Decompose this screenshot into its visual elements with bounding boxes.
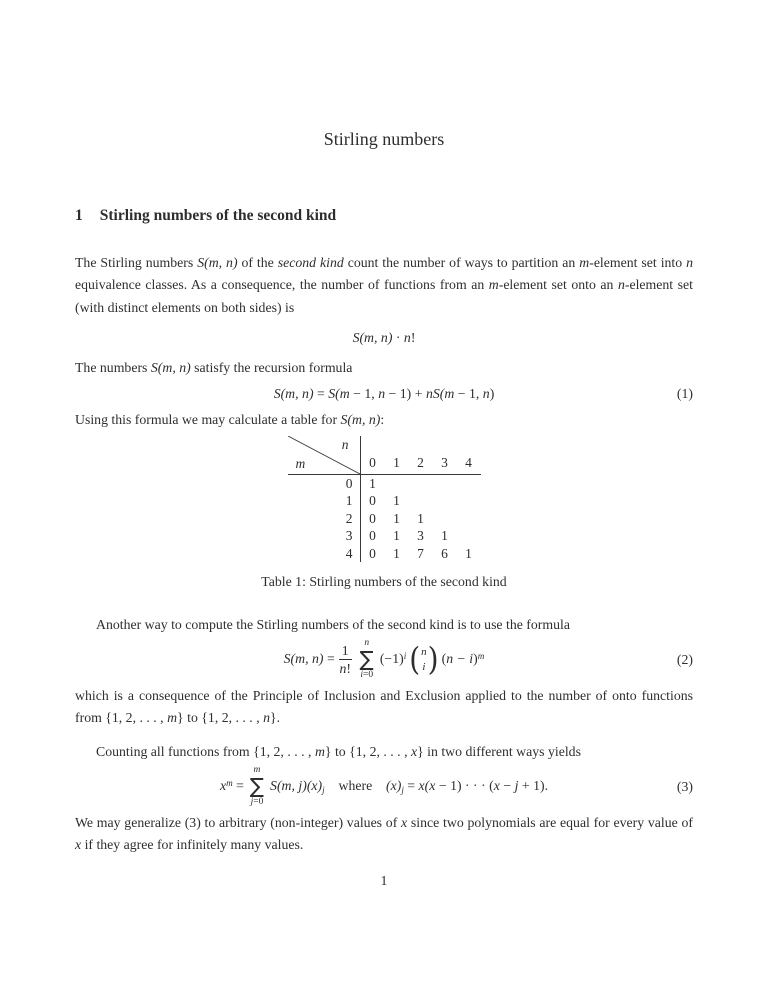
table-cell <box>409 475 433 493</box>
section-title: Stirling numbers of the second kind <box>99 207 337 224</box>
equation-product: S(m, n) · n! <box>352 330 416 346</box>
table-cell: 0 <box>369 545 376 561</box>
table-cell <box>457 527 481 545</box>
row-variable-label: m <box>295 455 306 471</box>
paragraph-intro: The Stirling numbers S(m, n) of the second kind count the number of ways to partition an m-element set into n equivalence classes. As a consequence, the number of functions from an m-element set onto an n-element set (with distinct elements on both sides) is <box>75 255 694 315</box>
table-cell: 1 <box>393 493 400 509</box>
table-cell <box>457 492 481 510</box>
table-cell: 0 <box>369 510 376 526</box>
table-corner <box>288 436 360 474</box>
table-row <box>288 545 481 563</box>
table-cell: 1 <box>393 545 400 561</box>
equation-2 <box>75 638 693 681</box>
summation: m ∑ j=0 <box>249 765 265 808</box>
stirling-table <box>288 436 481 563</box>
close-paren: ) <box>427 640 439 678</box>
table-cell <box>433 475 457 493</box>
table-cell: 1 <box>393 510 400 526</box>
column-header: 3 <box>441 455 448 471</box>
paragraph-inclusion-exclusion: which is a consequence of the Principle of Inclusion and Exclusion applied to the number of onto functions from {1, 2, . . . , m} to {1, 2, . . . , n}. <box>75 688 693 726</box>
paragraph-table-intro: Using this formula we may calculate a table for S(m, n): <box>75 412 385 428</box>
equation-1 <box>75 383 693 405</box>
table-caption: Table 1: Stirling numbers of the second kind <box>261 574 507 590</box>
column-header: 0 <box>369 455 376 471</box>
section-number: 1 <box>75 207 83 224</box>
paragraph-counting: Counting all functions from {1, 2, . . . , m} to {1, 2, . . . , x} in two different ways yields <box>96 743 581 759</box>
table-cell: 7 <box>417 545 424 561</box>
equation-1-number: (1) <box>676 386 693 402</box>
equation-2-number: (2) <box>676 651 693 667</box>
section-heading <box>75 205 693 227</box>
table-header-row <box>288 436 481 475</box>
table-cell: 0 <box>369 528 376 544</box>
table-cell: 1 <box>393 528 400 544</box>
table-cell <box>433 510 457 528</box>
table-cell <box>457 510 481 528</box>
table-cell: 0 <box>369 493 376 509</box>
equation-3-body: $x^m$ = m ∑ j=0 S(m, $j)(x)_j$ where $(x)_j = x(x - 1)$ · · · (x − j + 1). <box>219 765 549 808</box>
document-page <box>75 0 693 892</box>
column-variable-label: n <box>341 436 349 452</box>
document-title: Stirling numbers <box>323 129 445 149</box>
column-header: 4 <box>465 455 472 471</box>
paragraph-another-way: Another way to compute the Stirling numbers of the second kind is to use the formula <box>96 616 570 632</box>
binomial-coefficient: ( n i ) <box>409 640 439 678</box>
row-label: 1 <box>345 493 353 509</box>
column-header: 1 <box>393 455 400 471</box>
row-label: 0 <box>345 475 353 491</box>
row-label: 2 <box>345 510 353 526</box>
fraction: $\frac{1}{n!}$ <box>339 642 351 677</box>
column-headers <box>360 436 481 474</box>
table-cell: 1 <box>465 545 472 561</box>
table-row <box>288 510 481 528</box>
column-header: 2 <box>417 455 424 471</box>
page-number: 1 <box>380 872 388 888</box>
summation: n ∑ i=0 <box>359 638 374 681</box>
equation-3-number: (3) <box>676 778 693 794</box>
paragraph-recursion: The numbers S(m, n) satisfy the recursion formula <box>75 359 353 375</box>
table-cell <box>433 492 457 510</box>
sum-symbol: ∑ <box>359 647 374 672</box>
table-cell <box>409 492 433 510</box>
table-cell: 3 <box>417 528 424 544</box>
open-paren: ( <box>409 640 421 678</box>
equation-3 <box>75 765 693 808</box>
table-cell: 1 <box>417 510 424 526</box>
table-cell: 1 <box>441 528 448 544</box>
table-cell <box>385 475 409 493</box>
table-row <box>288 527 481 545</box>
table-cell <box>457 475 481 493</box>
table-cell: 1 <box>369 475 376 491</box>
row-label: 3 <box>345 528 353 544</box>
table-row <box>288 475 481 493</box>
equation-2-body: S(m, n) = $\frac{1}{n!}$ n ∑ i=0 $(-1)^i$ ( n i ) $(n - i)^m$ <box>283 638 485 681</box>
sum-symbol: ∑ <box>249 774 265 799</box>
paragraph-generalize: We may generalize (3) to arbitrary (non-integer) values of x since two polynomials are equal for every value of x if they agree for infinitely many values. <box>75 815 693 853</box>
table-row <box>288 492 481 510</box>
equation-1-body: S(m, n) = S(m − 1, n − 1) + nS(m − 1, n) <box>273 386 495 402</box>
row-label: 4 <box>345 545 353 561</box>
table-cell: 6 <box>441 545 448 561</box>
